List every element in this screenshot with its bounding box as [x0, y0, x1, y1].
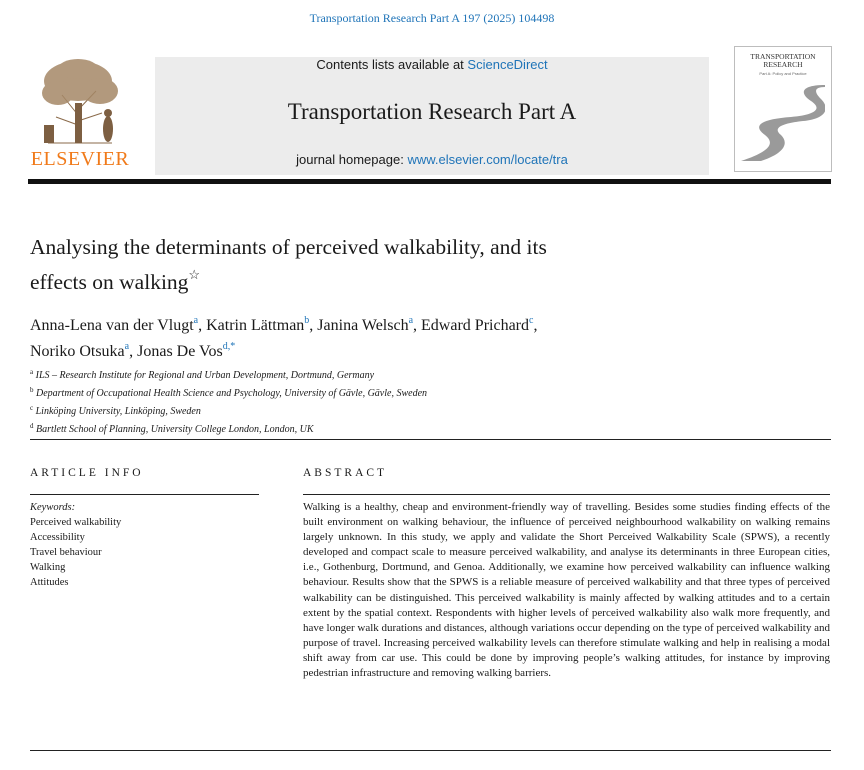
header-divider	[28, 179, 831, 184]
author[interactable]: Noriko Otsuka$^a$,	[30, 341, 134, 360]
cover-title-line2: RESEARCH	[763, 60, 803, 69]
abstract-text: Walking is a healthy, cheap and environment-friendly way of travelling. Besides some studies finding effects of the built environment on walking behaviour, the influence of perceived neighbourhood walkability on walking remains largely unknown. In this study, we apply and validate the Short Perceived Walkability Scale (SPWS), a recently developed and compact scale to measure perceived walkability, and analyse its determinants in three European cities, i.e., Gothenburg, Dortmund, and Genoa. Additionally, we examine how perceived walkability can influence walking behaviour. Results show that the SPWS is a reliable measure of perceived walkability and that three types of perceived walkability can be distinguished. This perceived walkability is mainly affected by walking attitudes and to a certain extent by the spatial context. Respondents with higher levels of perceived walkability also walk more frequently, and have longer walk durations and distances, although variations occur depending on the type of perceived walkability and purpose of travel. Increasing perceived walkability levels can therefore stimulate walking and help in realising a modal shift away from car use. This could be done by improving people’s walking attitudes, for instance by improving pedestrian infrastructure and removing walking barriers.	[303, 501, 830, 680]
contents-prefix: Contents lists available at	[316, 57, 464, 72]
author[interactable]: Katrin Lättman$^b$,	[206, 315, 314, 334]
keyword: Accessibility	[30, 532, 85, 543]
author[interactable]: Edward Prichard$^c$,	[421, 315, 538, 334]
author-list	[30, 310, 810, 362]
abstract-heading: ABSTRACT	[303, 467, 388, 479]
author-affiliation-mark[interactable]: b	[304, 315, 310, 326]
keyword: Perceived walkability	[30, 517, 122, 528]
cover-subtitle: Part A: Policy and Practice	[759, 71, 807, 76]
journal-title: Transportation Research Part A	[287, 99, 577, 124]
affiliation: $^d$ Bartlett School of Planning, University College London, London, UK	[30, 422, 314, 435]
journal-citation[interactable]: Transportation Research Part A 197 (2025) 104498	[309, 11, 555, 25]
article-info-heading: ARTICLE INFO	[30, 467, 144, 479]
affiliation: $^c$ Linköping University, Linköping, Sweden	[30, 404, 201, 417]
journal-cover-thumbnail	[734, 46, 832, 172]
journal-masthead	[155, 57, 709, 175]
road-illustration-icon	[741, 81, 825, 161]
article-title-line2: effects on walking	[30, 270, 189, 294]
publisher-name: ELSEVIER	[30, 148, 130, 170]
keyword-list	[30, 500, 260, 590]
affiliation-divider	[30, 439, 831, 440]
author-affiliation-mark[interactable]: a	[193, 315, 199, 326]
keyword: Travel behaviour	[30, 547, 102, 558]
contents-availability	[155, 57, 709, 72]
author[interactable]: Jonas De Vos$^{d,*}$	[137, 341, 236, 360]
article-title-line1: Analysing the determinants of perceived walkability, and its	[30, 235, 547, 259]
keyword: Walking	[30, 562, 66, 573]
keyword: Attitudes	[30, 577, 69, 588]
journal-homepage	[155, 152, 709, 167]
affiliation-list	[30, 365, 810, 437]
author-affiliation-mark[interactable]: c	[529, 315, 534, 326]
cover-title	[735, 53, 831, 69]
affiliation: $^a$ ILS – Research Institute for Regional and Urban Development, Dortmund, Germany	[30, 368, 375, 381]
title-footnote-star[interactable]: ☆	[188, 267, 201, 282]
sciencedirect-link[interactable]: ScienceDirect	[467, 57, 548, 72]
article-info-divider	[30, 494, 259, 495]
article-title	[30, 233, 750, 296]
author-affiliation-mark[interactable]: a	[124, 341, 130, 352]
author[interactable]: Janina Welsch$^a$,	[317, 315, 418, 334]
author[interactable]: Anna-Lena van der Vlugt$^a$,	[30, 315, 203, 334]
abstract-bottom-divider	[30, 750, 831, 751]
homepage-link[interactable]: www.elsevier.com/locate/tra	[407, 152, 568, 167]
affiliation: $^b$ Department of Occupational Health Science and Psychology, University of Gävle, Gävle, Sweden	[30, 386, 428, 399]
abstract-top-divider	[303, 494, 830, 495]
author-affiliation-mark[interactable]: d,*	[222, 341, 236, 352]
author-affiliation-mark[interactable]: a	[408, 315, 414, 326]
homepage-prefix: journal homepage:	[296, 152, 404, 167]
keywords-label: Keywords:	[30, 502, 76, 513]
cover-title-line1: TRANSPORTATION	[750, 52, 816, 61]
